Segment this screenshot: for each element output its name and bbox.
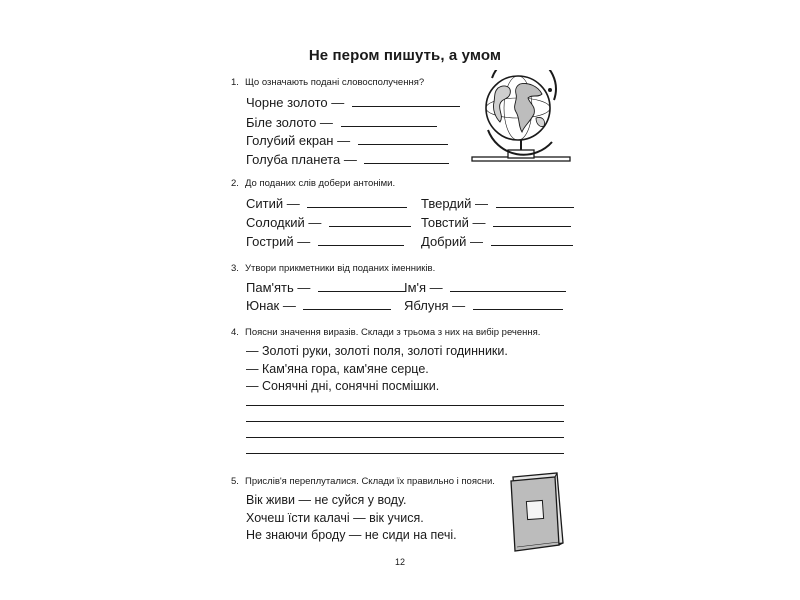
task-5-prompt: [231, 476, 495, 487]
task-5-proverb: Не знаючи броду — не сиди на печі.: [246, 528, 457, 542]
task-3-word: Пам'ять —: [246, 280, 311, 295]
task-2-item: [421, 215, 571, 230]
task-3-text: Утвори прикметники від поданих іменників.: [245, 263, 436, 274]
task-3-item: [404, 280, 566, 295]
task-4-expression: — Кам'яна гора, кам'яне серце.: [246, 362, 429, 376]
task-4-prompt: [231, 327, 540, 338]
task-5-text: Прислів'я переплуталися. Склади їх правильно і поясни.: [245, 476, 495, 487]
task-5-number: 5.: [231, 476, 239, 487]
answer-line: [341, 125, 437, 127]
task-3-item: [246, 298, 391, 313]
task-1-number: 1.: [231, 77, 239, 88]
answer-line: [303, 308, 391, 310]
task-2-word: Товстий —: [421, 215, 486, 230]
task-3-prompt: [231, 263, 435, 274]
task-2-item: [421, 196, 574, 211]
page-title: Не пером пишуть, а умом: [308, 47, 502, 64]
task-1-item: [246, 95, 460, 110]
task-1-item: [246, 115, 437, 130]
task-2-item: [246, 196, 407, 211]
answer-line: [358, 143, 448, 145]
answer-line: [493, 225, 571, 227]
task-4-expression: — Сонячні дні, сонячні посмішки.: [246, 379, 440, 393]
task-5-proverb: Хочеш їсти калачі — вік учися.: [246, 511, 424, 525]
task-1-item: [246, 152, 449, 167]
task-2-item: [246, 215, 411, 230]
answer-line: [329, 225, 411, 227]
writing-line: [246, 421, 564, 422]
answer-line: [450, 290, 566, 292]
task-2-item: [421, 234, 573, 249]
task-2-item: [246, 234, 404, 249]
task-1-item-label: Чорне золото —: [246, 95, 345, 110]
task-1-text: Що означають подані словосполучення?: [245, 77, 425, 88]
task-1-prompt: [231, 77, 424, 88]
answer-line: [318, 290, 406, 292]
page-number: 12: [394, 557, 405, 567]
task-3-item: [404, 298, 563, 313]
answer-line: [364, 162, 449, 164]
task-3-number: 3.: [231, 263, 239, 274]
answer-line: [352, 105, 460, 107]
task-2-word: Твердий —: [421, 196, 489, 211]
answer-line: [473, 308, 563, 310]
writing-line: [246, 453, 564, 454]
task-3-item: [246, 280, 406, 295]
task-2-text: До поданих слів добери антоніми.: [245, 178, 396, 189]
task-2-number: 2.: [231, 178, 239, 189]
answer-line: [318, 244, 404, 246]
task-3-word: Яблуня —: [404, 298, 466, 313]
task-5-proverb: Вік живи — не суйся у воду.: [246, 493, 407, 507]
task-4-number: 4.: [231, 327, 239, 338]
answer-line: [307, 206, 407, 208]
answer-line: [491, 244, 573, 246]
task-3-word: Ім'я —: [404, 280, 443, 295]
task-1-item-label: Біле золото —: [246, 115, 333, 130]
answer-line: [496, 206, 574, 208]
task-2-word: Гострий —: [246, 234, 311, 249]
task-2-word: Солодкий —: [246, 215, 322, 230]
globe-icon: [468, 70, 574, 166]
writing-line: [246, 405, 564, 406]
task-2-word: Добрий —: [421, 234, 483, 249]
writing-line: [246, 437, 564, 438]
task-2-prompt: [231, 178, 395, 189]
book-icon: [505, 471, 567, 553]
task-1-item: [246, 133, 448, 148]
task-4-text: Поясни значення виразів. Склади з трьома з них на вибір речення.: [245, 327, 541, 338]
task-3-word: Юнак —: [246, 298, 296, 313]
task-4-expression: — Золоті руки, золоті поля, золоті годинники.: [246, 344, 508, 358]
task-1-item-label: Голубий екран —: [246, 133, 351, 148]
task-2-word: Ситий —: [246, 196, 300, 211]
task-1-item-label: Голуба планета —: [246, 152, 357, 167]
